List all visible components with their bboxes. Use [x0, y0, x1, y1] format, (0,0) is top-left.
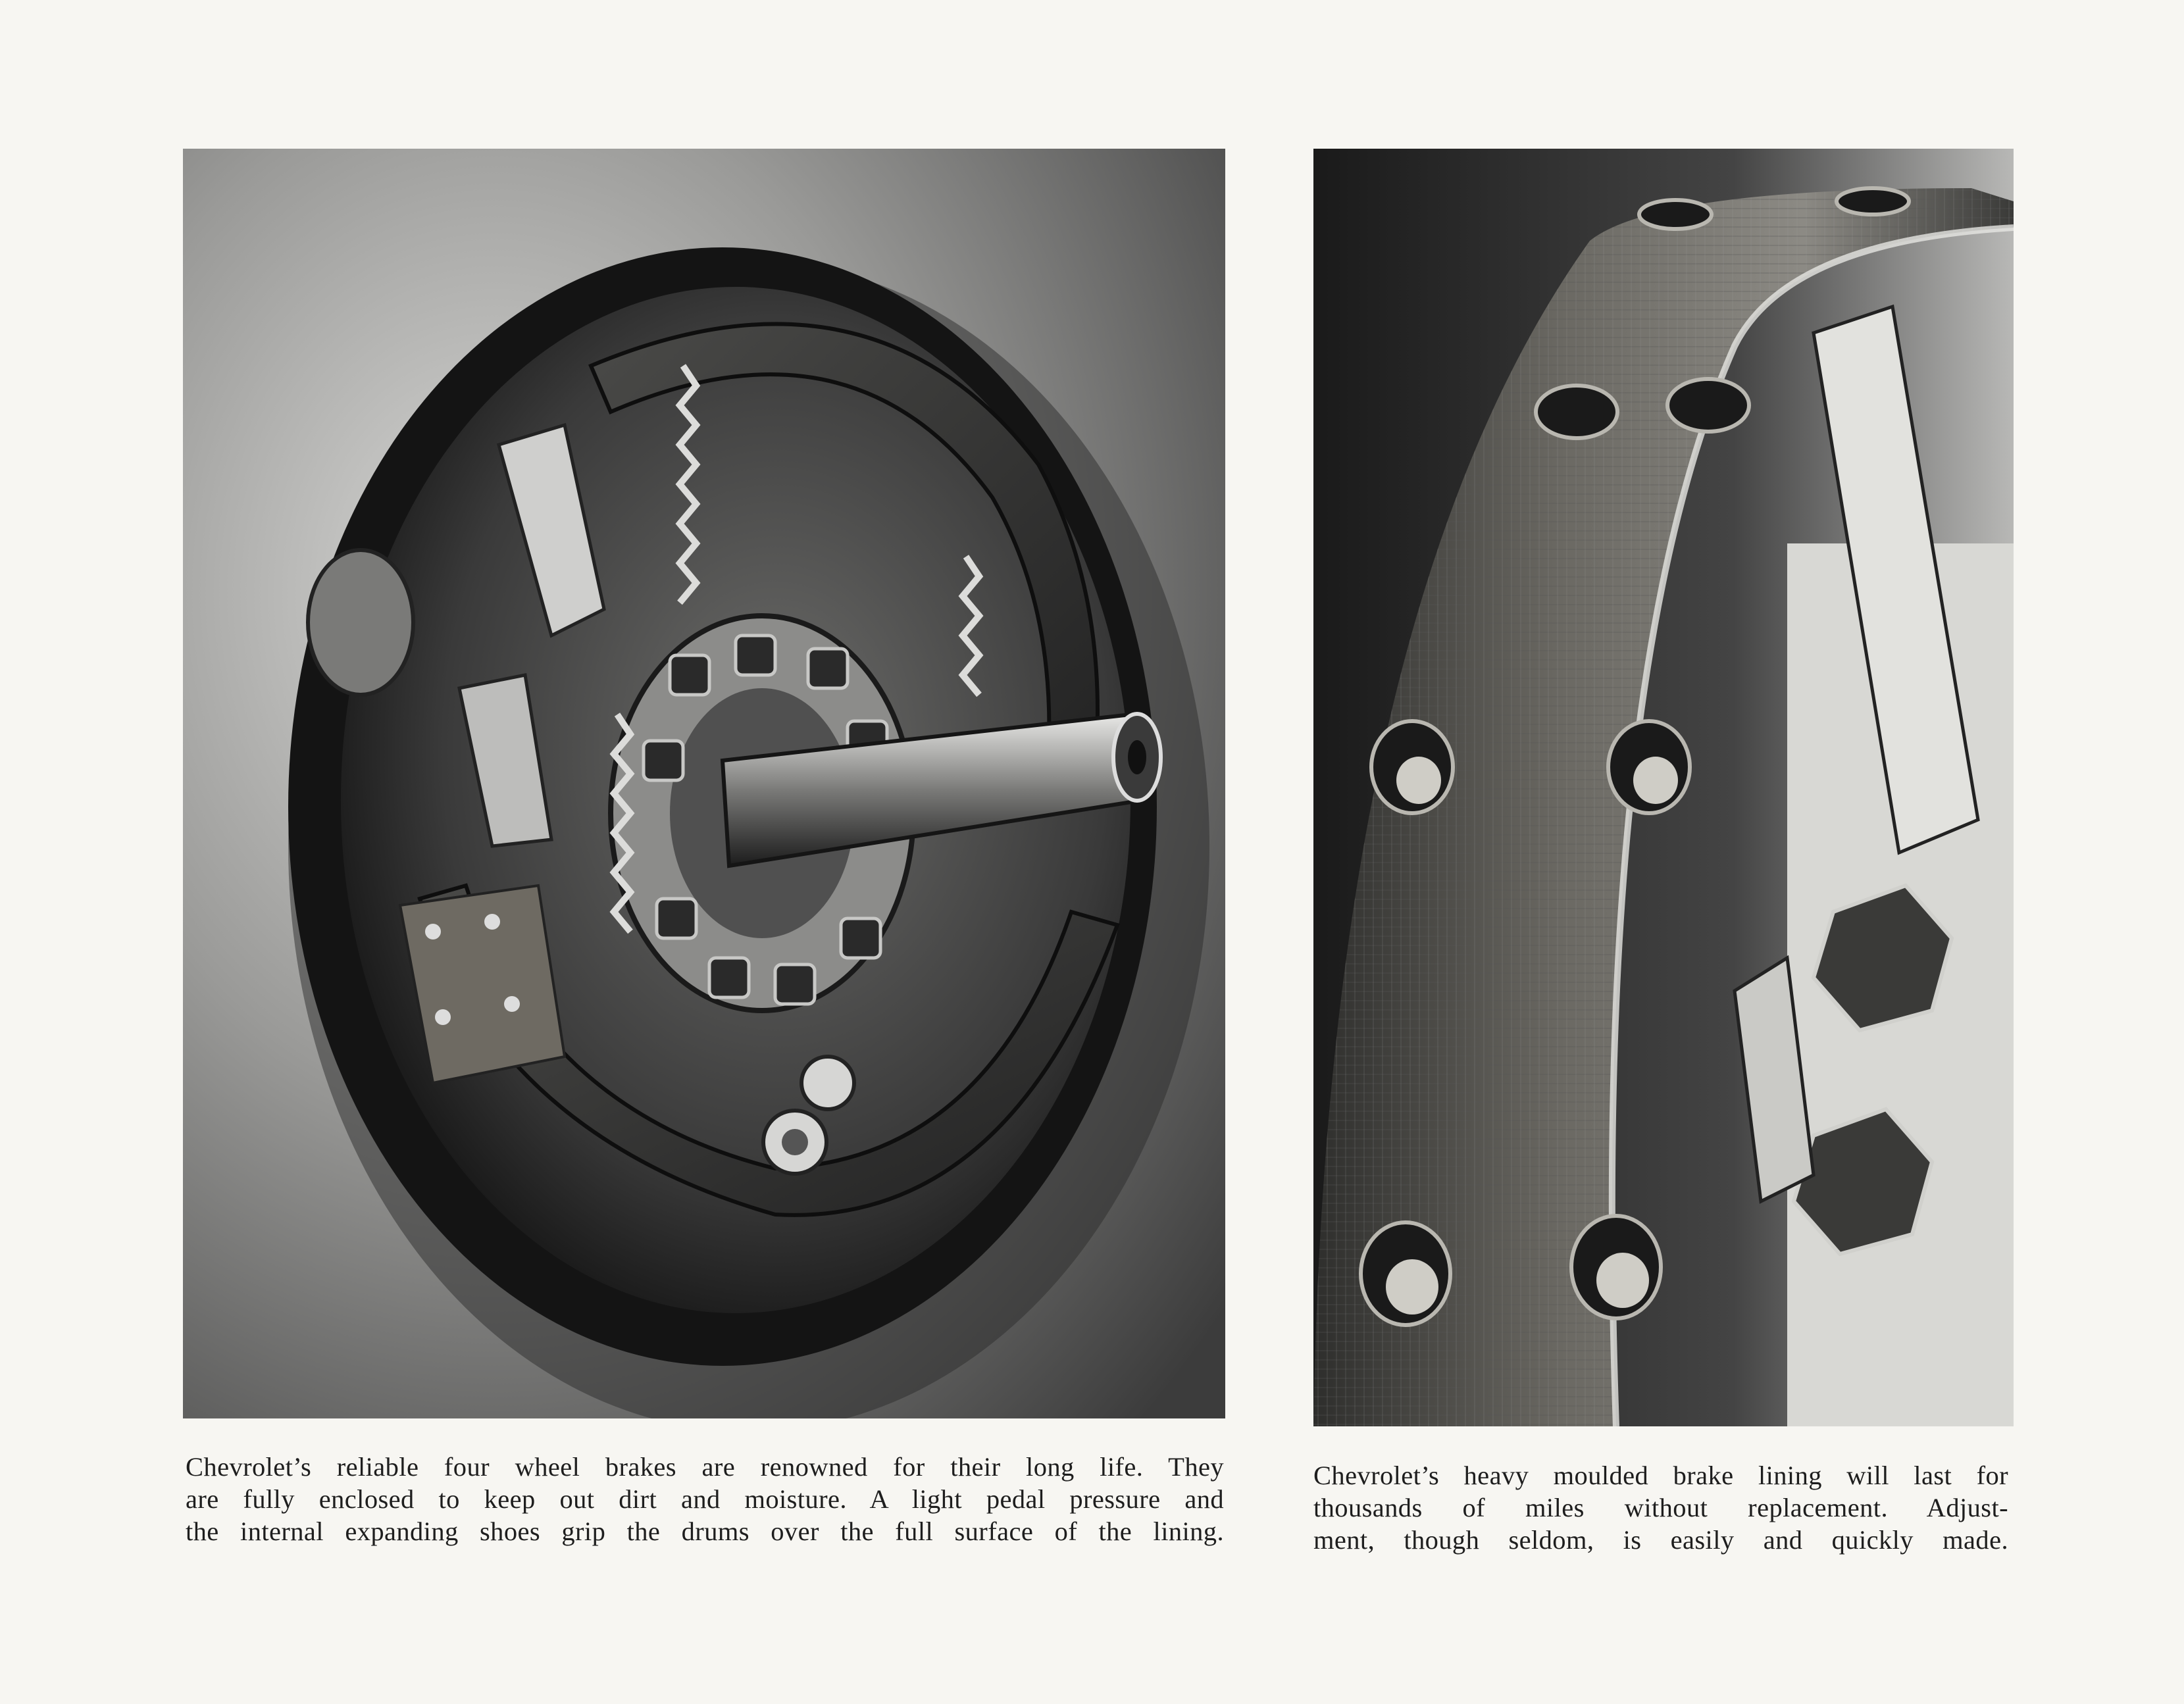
brake-lining-illustration: [1313, 149, 2014, 1426]
caption-line: ment, though seldom, is easily and quickly made.: [1313, 1525, 2008, 1555]
cable-fitting: [308, 550, 413, 695]
caption-line: Chevrolet’s reliable four wheel brakes are renowned for their long life. They: [186, 1452, 1224, 1482]
caption-line: Chevrolet’s heavy moulded brake lining will last for: [1313, 1461, 2008, 1490]
brake-assembly-photo: [183, 149, 1225, 1418]
caption-line: thousands of miles without replacement. Adjust-: [1313, 1493, 2008, 1522]
brake-lining-photo: [1313, 149, 2014, 1426]
left-photo-caption: [186, 1451, 1224, 1547]
caption-line: are fully enclosed to keep out dirt and moisture. A light pedal pressure and: [186, 1484, 1224, 1514]
caption-line: the internal expanding shoes grip the drums over the full surface of the lining.: [186, 1516, 1224, 1546]
right-photo-caption: [1313, 1459, 2008, 1556]
brake-assembly-illustration: [183, 149, 1225, 1418]
